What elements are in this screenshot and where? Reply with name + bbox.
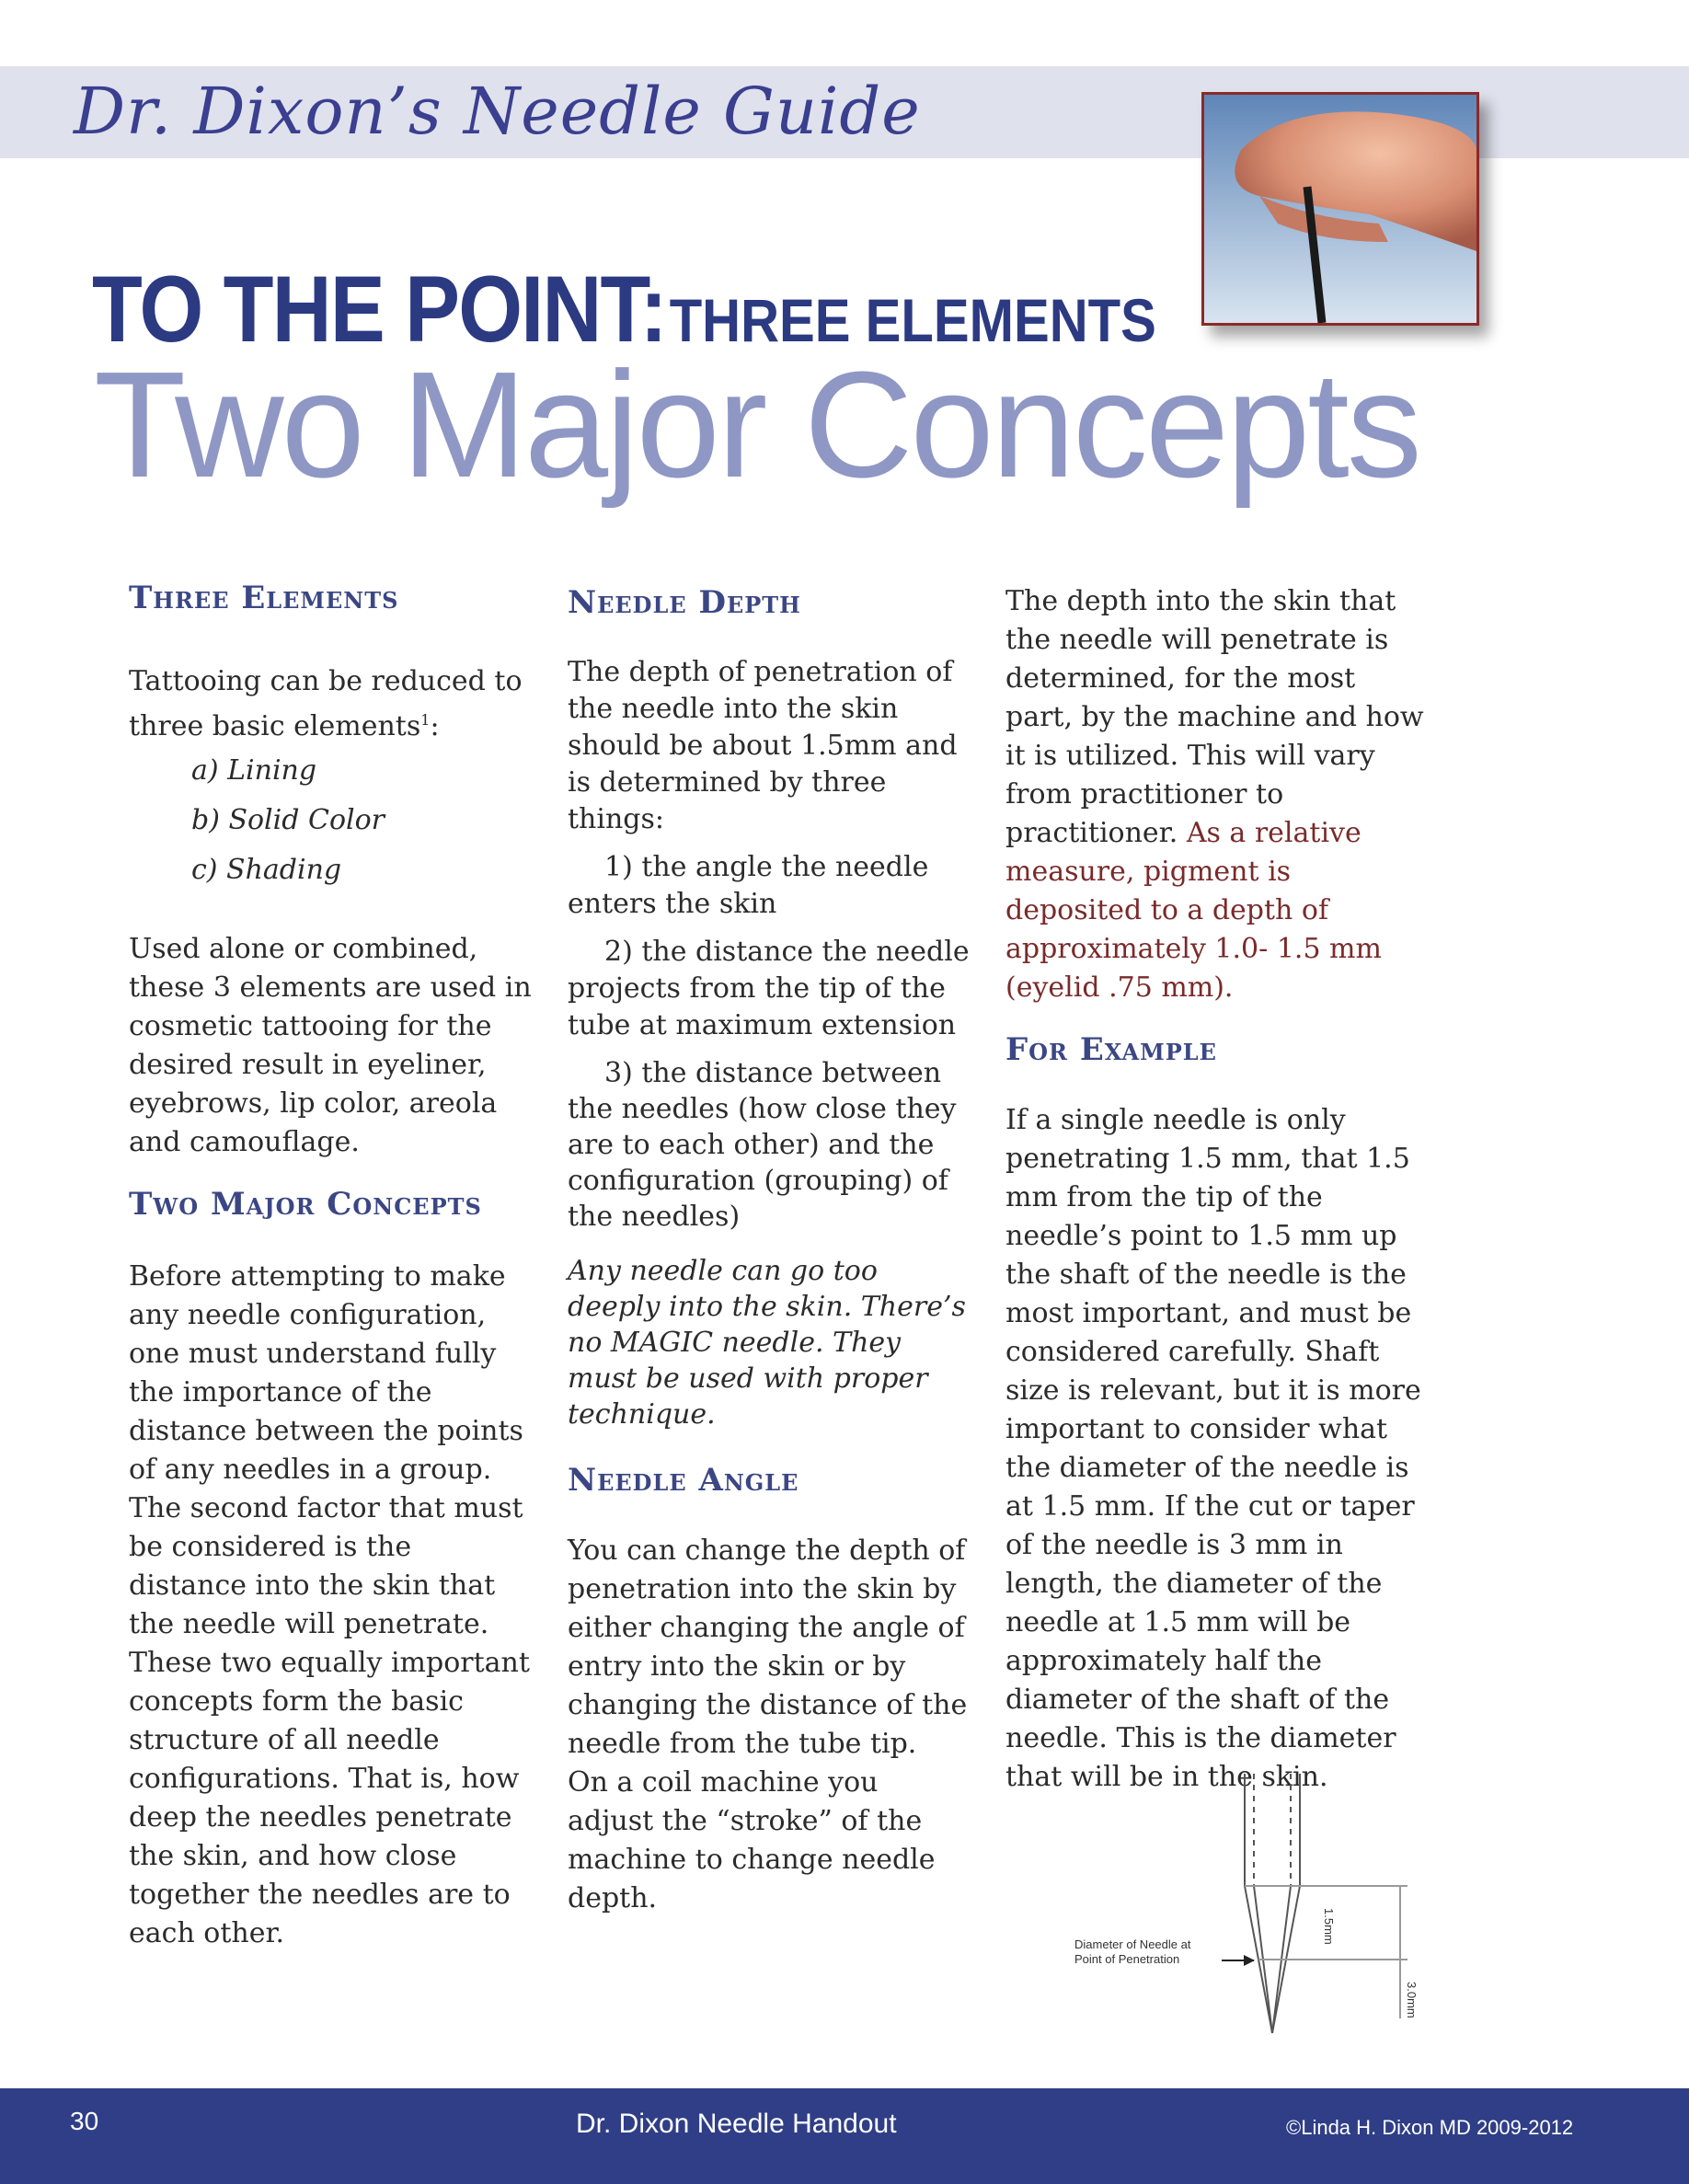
needle-photo-image: [1204, 95, 1476, 323]
list-item-solid-color: b) Solid Color: [191, 804, 385, 836]
headline-sub: THREE ELEMENTS: [669, 286, 1156, 354]
subheadline: Two Major Concepts: [94, 340, 1419, 509]
relative-measure-text: As a relative measure, pigment is deposited to a depth of approximately 1.0- 1.5 mm (eyelid .75 mm).: [1005, 817, 1382, 1004]
column-2: [568, 584, 972, 1918]
concepts-paragraph: Before attempting to make any needle configuration, one must understand fully the importance of the distance between the points of any needles in a group. The second factor that must be considered is the distance into the skin that the needle will penetrate. These two equally important concepts form the basic structure of all needle configurations. That is, how deep the needles penetrate the skin, and how close together the needles are to each other.: [129, 1260, 530, 1949]
footer-title: Dr. Dixon Needle Handout: [576, 2109, 897, 2139]
dimension-label-1-5mm: 1.5mm: [1322, 1908, 1336, 1945]
depth-item-3: 3) the distance between the needles (how close they are to each other) and the configuration (grouping) of the needles): [568, 1057, 957, 1233]
heading-needle-angle: Needle Angle: [568, 1462, 799, 1499]
angle-paragraph: You can change the depth of penetration into the skin by either changing the angle of entry into the skin or by changing the distance of the needle from the tube tip.: [568, 1535, 968, 1760]
guide-title: Dr. Dixon’s Needle Guide: [74, 74, 921, 149]
example-paragraph: If a single needle is only penetrating 1.5 mm, that 1.5 mm from the tip of the needle’s point to 1.5 mm up the shaft of the needle is the most important, and must be considered carefully. Shaft size is relevant, but it is more important to consider what the diameter of the needle is at 1.5 mm. If the cut or taper of the needle is 3 mm in length, the diameter of the needle at 1.5 mm will be approximately half the diameter of the shaft of the needle. This is the diameter that will be in the skin.: [1005, 1104, 1421, 1793]
heading-two-major-concepts: Two Major Concepts: [129, 1186, 482, 1223]
list-item-shading: c) Shading: [191, 854, 342, 886]
coil-paragraph: On a coil machine you adjust the “stroke” of the machine to change needle depth.: [568, 1766, 936, 1914]
arrow-head: [1244, 1955, 1255, 1966]
column-3: [1005, 582, 1424, 1797]
depth-item-2: 2) the distance the needle projects from the tip of the tube at maximum extension: [568, 936, 970, 1041]
depth-item-1: 1) the angle the needle enters the skin: [568, 851, 929, 920]
diagram-label-line-2: Point of Penetration: [1074, 1952, 1180, 1966]
heading-for-example: For Example: [1005, 1031, 1217, 1068]
intro-text: Tattooing can be reduced to three basic elements: [129, 665, 523, 742]
diagram-label-line-1: Diameter of Needle at: [1074, 1937, 1191, 1951]
combined-paragraph: Used alone or combined, these 3 elements are used in cosmetic tattooing for the desired result in eyeliner, eyebrows, lip color, areola and camouflage.: [129, 933, 532, 1158]
heading-needle-depth: Needle Depth: [568, 584, 801, 621]
depth-paragraph: The depth of penetration of the needle into the skin should be about 1.5mm and is determined by three things:: [568, 656, 958, 835]
intro-colon: :: [430, 710, 440, 742]
needle-finger-photo: [1201, 92, 1479, 326]
depth-explanation-text: The depth into the skin that the needle will penetrate is determined, for the most part, by the machine and how it is utilized. This will vary from practitioner to practitioner.: [1005, 585, 1424, 849]
needle-diagram-svg: [1058, 1770, 1426, 2037]
intro-paragraph: [129, 662, 534, 746]
heading-three-elements: Three Elements: [129, 580, 399, 616]
magic-needle-note: Any needle can go too deeply into the skin. There’s no MAGIC needle. They must be used with proper technique.: [568, 1255, 966, 1431]
dimension-label-3-0mm: 3.0mm: [1405, 1982, 1419, 2018]
list-item-lining: a) Lining: [191, 754, 317, 787]
footnote-ref: 1: [420, 711, 431, 729]
column-1: [129, 580, 534, 1953]
footer-bar: [0, 2088, 1689, 2184]
copyright: ©Linda H. Dixon MD 2009-2012: [1286, 2116, 1574, 2139]
headline-main: TO THE POINT:: [92, 257, 666, 362]
depth-explanation: [1005, 582, 1424, 1007]
needle-diagram: [1058, 1770, 1426, 2037]
page-number: 30: [70, 2107, 99, 2135]
